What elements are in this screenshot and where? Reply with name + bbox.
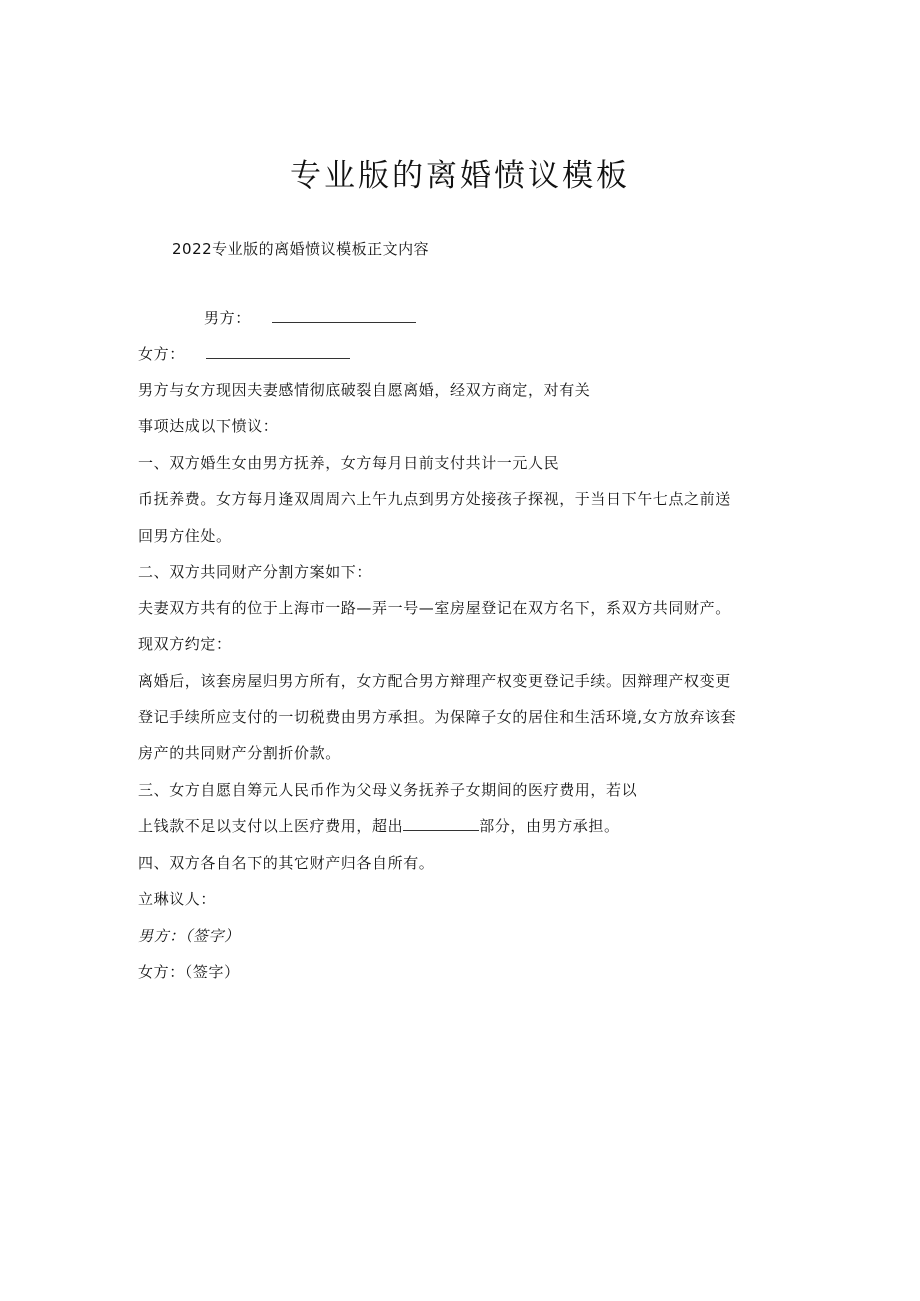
wife-label: 女方： [138,345,185,363]
wife-signature-line: 女方：（签字） [138,963,240,981]
signatories-label: 立琳议人： [138,890,217,908]
husband-label: 男方： [204,309,251,327]
amount-blank [403,816,479,831]
paragraph-line: 男方与女方现因夫妻感情彻底破裂自愿离婚，经双方商定，对有关 [138,381,591,399]
paragraph-line: 币抚养费。女方每月逢双周周六上午九点到男方处接孩子探视，于当日下午七点之前送 [138,490,731,508]
husband-field-row [204,308,416,328]
husband-signature-line: 男方：（签字） [138,927,240,945]
document-title: 专业版的离婚愤议模板 [290,158,630,194]
paragraph-line: 房产的共同财产分割折价款。 [138,744,341,762]
medical-expense-line [138,816,620,836]
paragraph-line: 登记手续所应支付的一切税费由男方承担。为保障子女的居住和生活环境,女方放弃该套 [138,708,737,726]
paragraph-line: 三、女方自愿自筹元人民币作为父母义务抚养子女期间的医疗费用，若以 [138,781,638,799]
paragraph-line: 一、双方婚生女由男方抚养，女方每月日前支付共计一元人民 [138,454,560,472]
paragraph-line: 夫妻双方共有的位于上海市一路—弄一号—室房屋登记在双方名下，系双方共同财产。 [138,599,731,617]
husband-name-blank [272,308,416,323]
paragraph-line: 事项达成以下愤议： [138,417,279,435]
wife-field-row [138,344,350,364]
paragraph-line: 离婚后，该套房屋归男方所有，女方配合男方辩理产权变更登记手续。因辩理产权变更 [138,672,731,690]
paragraph-line: 二、双方共同财产分割方案如下： [138,563,373,581]
medical-line-before: 上钱款不足以支付以上医疗费用，超出 [138,817,404,835]
paragraph-line: 回男方住处。 [138,527,232,545]
wife-name-blank [206,344,350,359]
document-subtitle: 2022专业版的离婚愤议模板正文内容 [172,240,430,258]
paragraph-line: 现双方约定： [138,635,232,653]
medical-line-after: 部分，由男方承担。 [479,817,620,835]
item-four-line: 四、双方各自名下的其它财产归各自所有。 [138,854,435,872]
